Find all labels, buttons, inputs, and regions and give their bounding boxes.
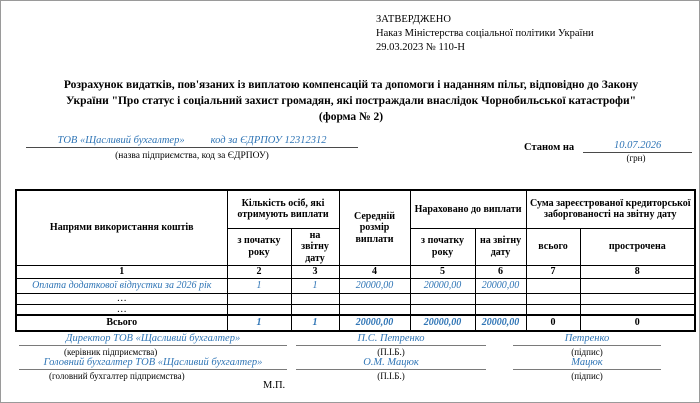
row-direction: Оплата додаткової відпустки за 2026 рік [16,279,227,294]
table-header-group-row [16,190,695,228]
row-value [475,304,526,315]
title-line-2: України "Про статус і соціальний захист громадян, які постраждали внаслідок Чорнобильської катастрофи" [66,95,636,108]
total-value: 20000,00 [475,315,526,331]
row-value: 20000,00 [410,279,475,294]
signature-sign-2-text: Мацюк [513,357,661,370]
signature-sign-1-text: Петренко [513,333,661,346]
signature-sign-2-caption: (підпис) [571,371,603,381]
row-value: 1 [291,279,339,294]
as-of-label: Станом на [524,142,575,153]
approval-block [376,13,594,56]
row-value [291,304,339,315]
signature-name-2 [296,357,486,381]
total-value: 1 [291,315,339,331]
signature-name-2-text: О.М. Мацюк [296,357,486,370]
company-block [26,135,358,161]
table-row [16,304,695,315]
company-edrpou: код за ЄДРПОУ 12312312 [210,135,327,146]
signature-position-1-caption: (керівник підприємства) [64,347,158,357]
col-number: 1 [16,266,227,279]
row-value [475,293,526,304]
row-value [580,304,695,315]
approval-order-number: 29.03.2023 № 110-Н [376,42,465,54]
as-of-date: 10.07.2026 [583,140,692,153]
total-value: 20000,00 [339,315,410,331]
row-value [291,293,339,304]
signature-name-2-caption: (П.І.Б.) [377,371,405,381]
col-number: 8 [580,266,695,279]
signature-sign-1-caption: (підпис) [571,347,603,357]
company-line [26,135,358,148]
row-value [526,304,580,315]
approval-stamp-text: ЗАТВЕРДЖЕНО [376,14,451,25]
signature-sign-1 [513,333,661,357]
total-value: 0 [526,315,580,331]
expenses-table [15,189,696,332]
col-number: 2 [227,266,291,279]
signature-position-2-caption: (головний бухгалтер підприємства) [49,371,185,381]
title-form-number: (форма № 2) [318,111,384,124]
header-accrued-on-date: на звітну дату [475,228,526,266]
company-name: ТОВ «Щасливий бухгалтер» [57,135,185,146]
col-number: 4 [339,266,410,279]
col-number: 7 [526,266,580,279]
document-title [11,77,691,125]
row-value [526,279,580,294]
row-value [227,304,291,315]
table-total-row [16,315,695,331]
signature-sign-2 [513,357,661,381]
signature-position-1 [19,333,287,357]
signature-position-2 [19,357,287,381]
row-value: 1 [227,279,291,294]
title-line-1: Розрахунок видатків, пов'язаних із виплатою компенсацій та допомоги і наданням пільг, відповідно до Закону [63,79,639,91]
signature-name-1 [296,333,486,357]
header-directions: Напрями використання коштів [16,190,227,266]
header-accrued-group: Нараховано до виплати [410,190,526,228]
header-persons-group: Кількість осіб, які отримують виплати [227,190,339,228]
as-of-unit: (грн) [626,153,646,163]
signature-position-2-text: Головний бухгалтер ТОВ «Щасливий бухгалтер» [19,357,287,370]
row-value [526,293,580,304]
signature-name-1-text: П.С. Петренко [296,333,486,346]
approval-order-text: Наказ Міністерства соціальної політики України [376,28,594,40]
row-value [580,279,695,294]
row-value [339,293,410,304]
stamp-placeholder: М.П. [263,380,286,391]
row-direction: … [16,304,227,315]
header-debt-total: всього [526,228,580,266]
header-average-payment: Середній розмір виплати [339,190,410,266]
row-value: 20000,00 [475,279,526,294]
total-label: Всього [16,315,227,331]
header-persons-on-date: на звітну дату [291,228,339,266]
col-number: 6 [475,266,526,279]
row-value [227,293,291,304]
header-accrued-from-year: з початку року [410,228,475,266]
total-value: 0 [580,315,695,331]
col-number: 3 [291,266,339,279]
as-of-block [524,140,692,163]
total-value: 1 [227,315,291,331]
row-value [410,304,475,315]
total-value: 20000,00 [410,315,475,331]
signature-name-1-caption: (П.І.Б.) [377,347,405,357]
table-row [16,293,695,304]
row-value [580,293,695,304]
header-debt-overdue: прострочена [580,228,695,266]
row-value [339,304,410,315]
table-row [16,279,695,294]
column-numbers-row [16,266,695,279]
company-caption: (назва підприємства, код за ЄДРПОУ) [115,151,269,161]
row-direction: … [16,293,227,304]
row-value [410,293,475,304]
signature-position-1-text: Директор ТОВ «Щасливий бухгалтер» [19,333,287,346]
col-number: 5 [410,266,475,279]
header-debt-group: Сума зареєстрованої кредиторської заборгованості на звітну дату [526,190,695,228]
row-value: 20000,00 [339,279,410,294]
header-persons-from-year: з початку року [227,228,291,266]
